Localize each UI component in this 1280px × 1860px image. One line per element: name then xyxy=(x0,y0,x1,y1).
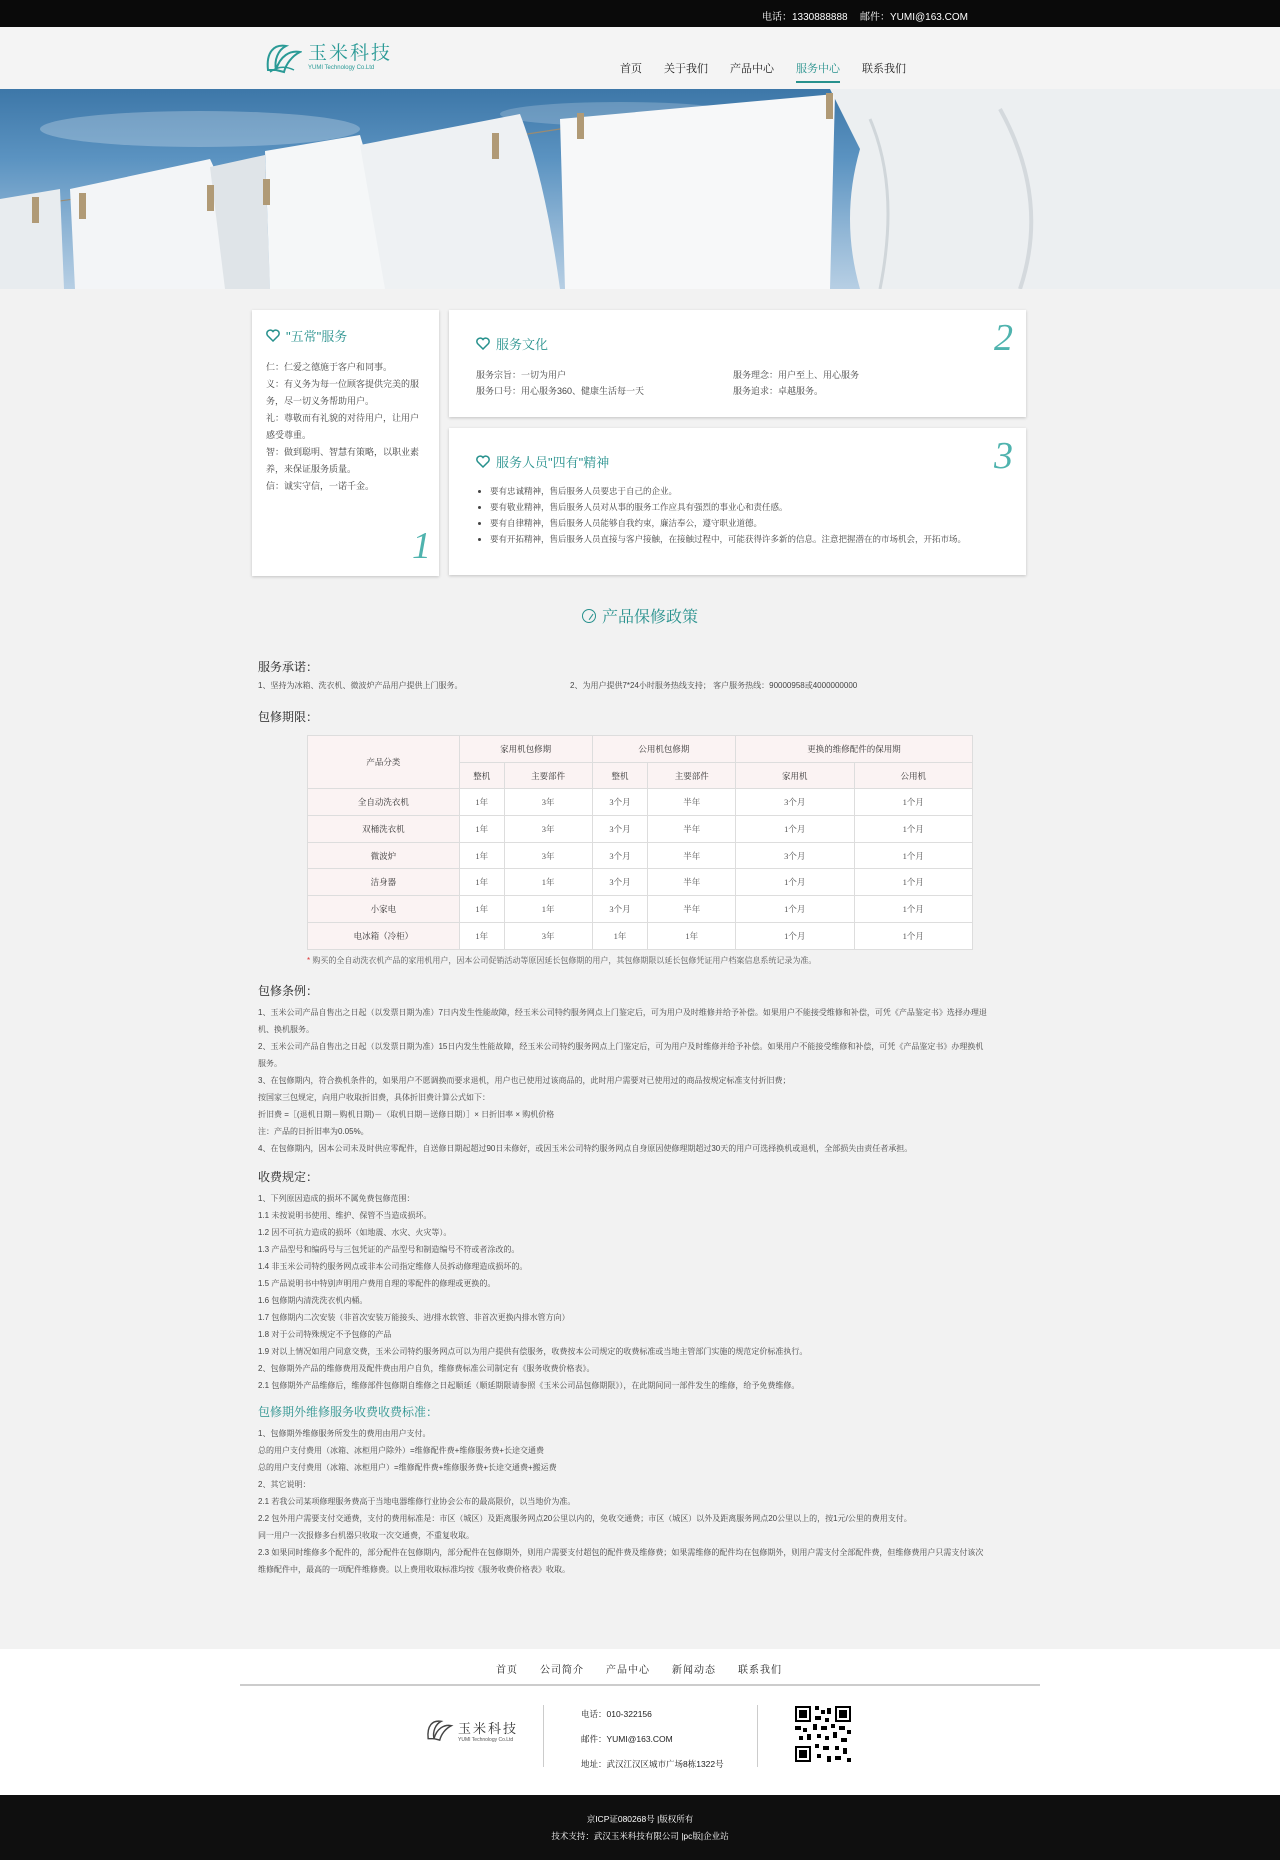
table-row-category: 双桶洗衣机 xyxy=(308,816,460,843)
service-culture-card xyxy=(449,310,1026,417)
table-cell: 1个月 xyxy=(854,816,973,843)
table-cell: 1个月 xyxy=(854,896,973,923)
clauses-heading: 包修条例： xyxy=(258,984,319,998)
list-item: 智：做到聪明、智慧有策略，以职业素 xyxy=(266,447,420,457)
list-item: • 要有开拓精神，售后服务人员直接与客户接触，在接触过程中，可能获得许多新的信息。注意把握潜在的市场机会，开拓市场。 xyxy=(490,531,999,547)
table-cell: 1年 xyxy=(592,922,648,949)
policy-title-text: 产品保修政策 xyxy=(601,609,698,626)
col-header: 整机 xyxy=(592,762,648,789)
table-cell: 1年 xyxy=(459,896,504,923)
policy-title xyxy=(0,604,1280,627)
paragraph-line: 2.1 若我公司某项修理服务费高于当地电器维修行业协会公布的最高限价，以当地价为准。 xyxy=(258,1497,576,1506)
fees-text xyxy=(258,1190,998,1394)
table-cell: 1年 xyxy=(459,789,504,816)
top-phone: 电话：1330888888 xyxy=(762,12,848,23)
paragraph-line: 1.6 包修期内清洗洗衣机内桶。 xyxy=(258,1296,368,1305)
logo[interactable] xyxy=(264,39,392,77)
promise-heading: 服务承诺： xyxy=(258,660,319,674)
paragraph-line: 2.3 如果同时维修多个配件的，部分配件在包修期内，部分配件在包修期外，则用户需要支付超包的配件费及维修费；如果需维修的配件均在包修期外，则用户需支付全部配件费，但维修费用户只需支付该次 xyxy=(258,1548,984,1557)
table-cell: 1个月 xyxy=(854,789,973,816)
qr-code-icon xyxy=(795,1706,851,1762)
note-mark: * xyxy=(307,956,311,965)
logo-english: YUMI Technology Co.Ltd xyxy=(308,65,375,71)
logo-name: 玉米科技 xyxy=(308,43,393,64)
table-row xyxy=(308,789,973,816)
check-circle-icon xyxy=(582,609,596,623)
col-header: 产品分类 xyxy=(308,736,460,789)
col-header: 主要部件 xyxy=(504,762,592,789)
warranty-rows xyxy=(308,789,973,949)
footer-nav-intro[interactable]: 公司简介 xyxy=(540,1665,584,1676)
main-nav xyxy=(620,60,928,83)
fees-heading: 收费规定： xyxy=(258,1170,319,1184)
heart-icon xyxy=(266,329,280,342)
card1-title: "五常"服务 xyxy=(286,329,348,344)
table-cell: 3个月 xyxy=(592,816,648,843)
paragraph-line: 1、玉米公司产品自售出之日起（以发票日期为准）7日内发生性能故障，经玉米公司特约服务网点上门鉴定后，可为用户及时维修并给予补偿。如果用户不能接受维修和补偿，可凭《产品鉴定书》选择办理退 xyxy=(258,1008,987,1017)
list-item: 信：诚实守信，一诺千金。 xyxy=(266,481,375,491)
col-header: 家用机 xyxy=(736,762,854,789)
table-cell: 1个月 xyxy=(854,922,973,949)
table-cell: 1个月 xyxy=(736,816,854,843)
table-cell: 1年 xyxy=(459,869,504,896)
paragraph-line: 机、换机服务。 xyxy=(258,1025,314,1034)
paragraph-line: 1、下列原因造成的损坏不属免费包修范围： xyxy=(258,1194,415,1203)
list-item: 服务追求：卓越服务。 xyxy=(733,386,824,396)
col-header: 家用机包修期 xyxy=(459,736,592,763)
list-item: 仁：仁爱之德施于客户和同事。 xyxy=(266,362,393,372)
col-header: 公用机 xyxy=(854,762,973,789)
four-spirits-list xyxy=(476,483,999,547)
five-constants-heading xyxy=(266,326,425,345)
list-item: 服务口号：用心服务360、健康生活每一天 xyxy=(476,386,645,396)
butterfly-logo-icon xyxy=(264,40,302,76)
table-cell: 1个月 xyxy=(854,842,973,869)
paragraph-line: 维修配件中，最高的一项配件维修费。以上费用收取标准均按《服务收费价格表》收取。 xyxy=(258,1565,570,1574)
table-cell: 1个月 xyxy=(736,896,854,923)
list-item: • 要有自律精神，售后服务人员能够自我约束，廉洁奉公，遵守职业道德。 xyxy=(490,515,999,531)
table-row-category: 全自动洗衣机 xyxy=(308,789,460,816)
service-culture-grid xyxy=(476,367,999,399)
table-cell: 3个月 xyxy=(592,869,648,896)
outside-text xyxy=(258,1425,998,1578)
card2-title: 服务文化 xyxy=(496,337,549,352)
promise-right: 2、为用户提供7*24小时服务热线支持； 客户服务热线：90000958或4000000000 xyxy=(570,681,858,690)
table-cell: 1年 xyxy=(459,842,504,869)
table-row xyxy=(308,896,973,923)
paragraph-line: 2、玉米公司产品自售出之日起（以发票日期为准）15日内发生性能故障，经玉米公司特约服务网点上门鉴定后，可为用户及时维修并给予补偿。如果用户不能接受维修和补偿，可凭《产品鉴定书》办理换机 xyxy=(258,1042,984,1051)
table-row xyxy=(308,816,973,843)
copyright-bar xyxy=(0,1795,1280,1860)
outside-heading: 包修期外维修服务收费收费标准： xyxy=(258,1405,439,1419)
paragraph-line: 同一用户一次报修多台机器只收取一次交通费，不重复收取。 xyxy=(258,1531,474,1540)
table-cell: 1年 xyxy=(459,816,504,843)
nav-home[interactable]: 首页 xyxy=(620,63,642,75)
copyright-text: 京ICP证080268号 |版权所有 xyxy=(586,1814,694,1824)
card-number: 3 xyxy=(994,435,1013,477)
table-cell: 1个月 xyxy=(854,869,973,896)
footer-nav xyxy=(496,1661,804,1676)
table-cell: 半年 xyxy=(648,869,736,896)
list-item: • 要有敬业精神，售后服务人员对从事的服务工作应具有强烈的事业心和责任感。 xyxy=(490,499,999,515)
paragraph-line: 3、在包修期内，符合换机条件的，如果用户不愿调换而要求退机，用户也已使用过该商品的，此时用户需要对已使用过的商品按规定标准支付折旧费； xyxy=(258,1076,791,1085)
list-item: 义：有义务为每一位顾客提供完美的服 xyxy=(266,379,420,389)
card3-title: 服务人员"四有"精神 xyxy=(496,455,610,470)
five-constants-list xyxy=(266,359,425,495)
footer-nav-news[interactable]: 新闻动态 xyxy=(672,1665,716,1676)
paragraph-line: 按国家三包规定，向用户收取折旧费，具体折旧费计算公式如下： xyxy=(258,1093,490,1102)
paragraph-line: 1.1 未按说明书使用、维护、保管不当造成损坏。 xyxy=(258,1211,432,1220)
table-cell: 3年 xyxy=(504,842,592,869)
top-email: 邮件：YUMI@163.COM xyxy=(860,12,968,23)
service-culture-heading xyxy=(476,334,999,353)
footer-divider xyxy=(240,1684,1040,1686)
footer-nav-home[interactable]: 首页 xyxy=(496,1665,518,1676)
paragraph-line: 1.5 产品说明书中特别声明用户费用自理的零配件的修理或更换的。 xyxy=(258,1279,496,1288)
col-header: 公用机包修期 xyxy=(592,736,736,763)
table-row-category: 小家电 xyxy=(308,896,460,923)
footer-logo-english: YUMI Technology Co.Ltd xyxy=(458,1736,514,1743)
paragraph-line: 2.2 包外用户需要支付交通费，支付的费用标准是：市区（城区）及距离服务网点20公里以内的，免收交通费；市区（城区）以外及距离服务网点20公里以上的，按1元/公里的费用支付。 xyxy=(258,1514,912,1523)
footer-nav-contact[interactable]: 联系我们 xyxy=(738,1665,782,1676)
paragraph-line: 总的用户支付费用（冰箱、冰柜用户）=维修配件费+维修服务费+长途交通费+搬运费 xyxy=(258,1463,557,1472)
table-cell: 半年 xyxy=(648,842,736,869)
table-row xyxy=(308,869,973,896)
list-item: 务，尽一切义务帮助用户。 xyxy=(266,396,375,406)
list-item: 礼：尊敬而有礼貌的对待用户，让用户 xyxy=(266,413,420,423)
footer-nav-products[interactable]: 产品中心 xyxy=(606,1665,650,1676)
table-cell: 3年 xyxy=(504,922,592,949)
footer-address: 地址：武汉江汉区城市广场8栋1322号 xyxy=(581,1759,724,1769)
nav-service[interactable]: 服务中心 xyxy=(796,60,840,83)
warranty-heading: 包修期限： xyxy=(258,710,319,724)
five-constants-card xyxy=(252,310,439,576)
list-item: • 要有忠诚精神，售后服务人员要忠于自己的企业。 xyxy=(490,483,999,499)
paragraph-line: 1.8 对于公司特殊规定不予包修的产品 xyxy=(258,1330,392,1339)
paragraph-line: 2.1 包修期外产品维修后，维修部件包修期自维修之日起顺延（顺延期限请参照《玉米公司品包修期限》），在此期间同一部件发生的维修，给予免费维修。 xyxy=(258,1381,800,1390)
table-row xyxy=(308,922,973,949)
paragraph-line: 4、在包修期内，因本公司未及时供应零配件，自送修日期起超过90日未修好，或因玉米公司特约服务网点自身原因使修理期超过30天的用户可选择换机或退机，全部损失由责任者承担。 xyxy=(258,1144,913,1153)
col-header: 整机 xyxy=(459,762,504,789)
table-row xyxy=(308,842,973,869)
table-cell: 1年 xyxy=(648,922,736,949)
paragraph-line: 注：产品的日折旧率为0.05%。 xyxy=(258,1127,369,1136)
footer-logo-name: 玉米科技 xyxy=(458,1720,519,1736)
laundry-banner-image xyxy=(0,89,1280,289)
warranty-note xyxy=(307,955,816,966)
paragraph-line: 1.4 非玉米公司特约服务网点或非本公司指定维修人员拆动修理造成损坏的。 xyxy=(258,1262,528,1271)
four-spirits-card xyxy=(449,428,1026,575)
warranty-table xyxy=(307,735,973,950)
table-row-category: 电冰箱（冷柜） xyxy=(308,922,460,949)
hero-banner xyxy=(0,89,1280,289)
paragraph-line: 2、包修期外产品的维修费用及配件费由用户自负，维修费标准公司制定有《服务收费价格表》。 xyxy=(258,1364,595,1373)
table-row-category: 洁身器 xyxy=(308,869,460,896)
table-cell: 3年 xyxy=(504,816,592,843)
table-cell: 3个月 xyxy=(736,789,854,816)
list-item: 感受尊重。 xyxy=(266,430,312,440)
paragraph-line: 1.3 产品型号和编码号与三包凭证的产品型号和制造编号不符或者涂改的。 xyxy=(258,1245,520,1254)
footer-separator xyxy=(543,1705,544,1767)
table-cell: 半年 xyxy=(648,816,736,843)
paragraph-line: 服务。 xyxy=(258,1059,282,1068)
table-cell: 半年 xyxy=(648,789,736,816)
note-text: 购买的全自动洗衣机产品的家用机用户，因本公司促销活动等原因延长包修期的用户，其包修期限以延长包修凭证用户档案信息系统记录为准。 xyxy=(312,956,817,965)
nav-products[interactable]: 产品中心 xyxy=(730,63,774,75)
table-cell: 3年 xyxy=(504,789,592,816)
table-cell: 半年 xyxy=(648,896,736,923)
nav-contact[interactable]: 联系我们 xyxy=(862,63,906,75)
paragraph-line: 折旧费 =［(退机日期－购机日期)－（取机日期－送修日期）］× 日折旧率 × 购机价格 xyxy=(258,1110,555,1119)
top-bar xyxy=(0,0,1280,27)
table-row-category: 微波炉 xyxy=(308,842,460,869)
footer-email: 邮件：YUMI@163.COM xyxy=(581,1734,673,1744)
support-text: 技术支持：武汉玉米科技有限公司 |pc版|企业站 xyxy=(551,1831,729,1841)
paragraph-line: 1、包修期外维修服务所发生的费用由用户支付。 xyxy=(258,1429,431,1438)
table-cell: 1个月 xyxy=(736,922,854,949)
table-cell: 1年 xyxy=(504,896,592,923)
heart-icon xyxy=(476,455,490,468)
paragraph-line: 1.2 因不可抗力造成的损坏（如地震、水灾、火灾等）。 xyxy=(258,1228,452,1237)
paragraph-line: 1.9 对以上情况如用户同意交费，玉米公司特约服务网点可以为用户提供有偿服务，收费按本公司规定的收费标准或当地主管部门实施的规范定价标准执行。 xyxy=(258,1347,808,1356)
table-cell: 3个月 xyxy=(736,842,854,869)
table-cell: 1年 xyxy=(504,869,592,896)
card-number: 1 xyxy=(412,525,431,567)
list-item: 服务宗旨：一切为用户 xyxy=(476,370,567,380)
list-item: 服务理念：用户至上、用心服务 xyxy=(733,370,860,380)
footer-phone: 电话：010-322156 xyxy=(581,1709,652,1719)
table-cell: 3个月 xyxy=(592,842,648,869)
footer xyxy=(0,1649,1280,1795)
col-header: 更换的维修配件的保用期 xyxy=(736,736,973,763)
table-cell: 3个月 xyxy=(592,896,648,923)
footer-logo xyxy=(424,1717,518,1743)
four-spirits-heading xyxy=(476,452,999,471)
header xyxy=(0,27,1280,89)
paragraph-line: 总的用户支付费用（冰箱、冰柜用户除外）=维修配件费+维修服务费+长途交通费 xyxy=(258,1446,545,1455)
table-cell: 1个月 xyxy=(736,869,854,896)
heart-icon xyxy=(476,337,490,350)
paragraph-line: 1.7 包修期内二次安装（非首次安装万能接头、进/排水软管、非首次更换内排水管方向） xyxy=(258,1313,570,1322)
promise-left: 1、坚持为冰箱、洗衣机、微波炉产品用户提供上门服务。 xyxy=(258,681,463,690)
table-cell: 1年 xyxy=(459,922,504,949)
paragraph-line: 2、其它说明： xyxy=(258,1480,311,1489)
list-item: 养，来保证服务质量。 xyxy=(266,464,357,474)
butterfly-logo-icon xyxy=(424,1717,454,1743)
table-cell: 3个月 xyxy=(592,789,648,816)
col-header: 主要部件 xyxy=(648,762,736,789)
clauses-text xyxy=(258,1004,998,1157)
card-number: 2 xyxy=(994,317,1013,359)
nav-about[interactable]: 关于我们 xyxy=(664,63,708,75)
footer-separator xyxy=(757,1705,758,1767)
